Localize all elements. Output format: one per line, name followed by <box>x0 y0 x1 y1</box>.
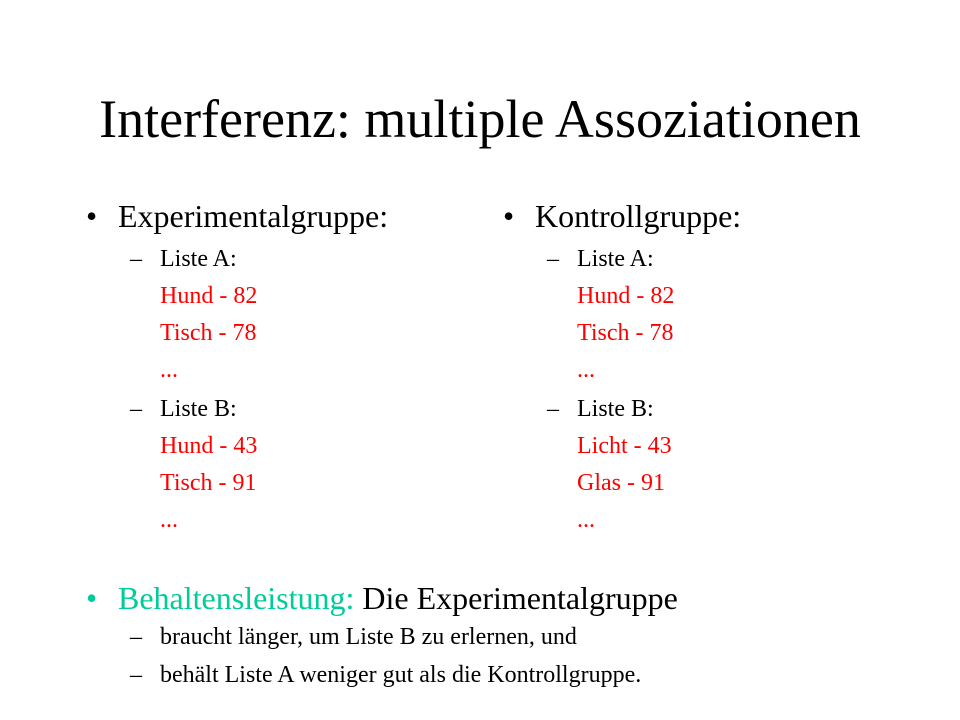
dash-icon: – <box>130 246 142 272</box>
list-label <box>86 391 388 428</box>
word-pairs <box>86 428 388 539</box>
ellipsis: ... <box>160 357 178 383</box>
word-pairs <box>503 428 741 539</box>
conclusion-heading <box>86 578 678 618</box>
list-a-block <box>86 241 388 389</box>
conclusion-text: Die Experimentalgruppe <box>354 580 678 616</box>
word-pair: Glas - 91 <box>577 470 665 496</box>
list-label-text: Liste B: <box>577 396 654 422</box>
experimental-group-heading <box>86 196 388 236</box>
conclusion-block <box>86 578 678 694</box>
bullet-icon: • <box>503 198 515 234</box>
dash-icon: – <box>130 662 142 688</box>
list-label-text: Liste A: <box>160 246 237 272</box>
list-b-block <box>86 391 388 539</box>
list-a-block <box>503 241 741 389</box>
point-text: behält Liste A weniger gut als die Kontrollgruppe. <box>160 662 642 688</box>
word-pair: Licht - 43 <box>577 433 672 459</box>
slide-title: Interferenz: multiple Assoziationen <box>99 89 861 149</box>
word-pair: Hund - 43 <box>160 433 258 459</box>
list-label <box>503 241 741 278</box>
ellipsis: ... <box>577 507 595 533</box>
control-group-heading <box>503 196 741 236</box>
word-pair: Hund - 82 <box>577 283 675 309</box>
control-group-column <box>503 196 741 539</box>
dash-icon: – <box>130 624 142 650</box>
dash-icon: – <box>547 396 559 422</box>
heading-label: Experimentalgruppe: <box>118 198 389 234</box>
word-pairs <box>503 278 741 389</box>
dash-icon: – <box>547 246 559 272</box>
list-label <box>86 241 388 278</box>
highlight-label: Behaltensleistung: <box>118 580 355 616</box>
ellipsis: ... <box>160 507 178 533</box>
ellipsis: ... <box>577 357 595 383</box>
word-pair: Tisch - 78 <box>160 320 257 346</box>
point-text: braucht länger, um Liste B zu erlernen, und <box>160 624 577 650</box>
word-pairs <box>86 278 388 389</box>
experimental-group-column <box>86 196 388 539</box>
word-pair: Tisch - 91 <box>160 470 257 496</box>
word-pair: Hund - 82 <box>160 283 258 309</box>
list-b-block <box>503 391 741 539</box>
conclusion-point <box>86 618 678 656</box>
heading-label: Kontrollgruppe: <box>535 198 742 234</box>
list-label <box>503 391 741 428</box>
list-label-text: Liste A: <box>577 246 654 272</box>
word-pair: Tisch - 78 <box>577 320 674 346</box>
list-label-text: Liste B: <box>160 396 237 422</box>
bullet-icon: • <box>86 198 98 234</box>
dash-icon: – <box>130 396 142 422</box>
bullet-icon: • <box>86 580 98 616</box>
conclusion-point <box>86 656 678 694</box>
